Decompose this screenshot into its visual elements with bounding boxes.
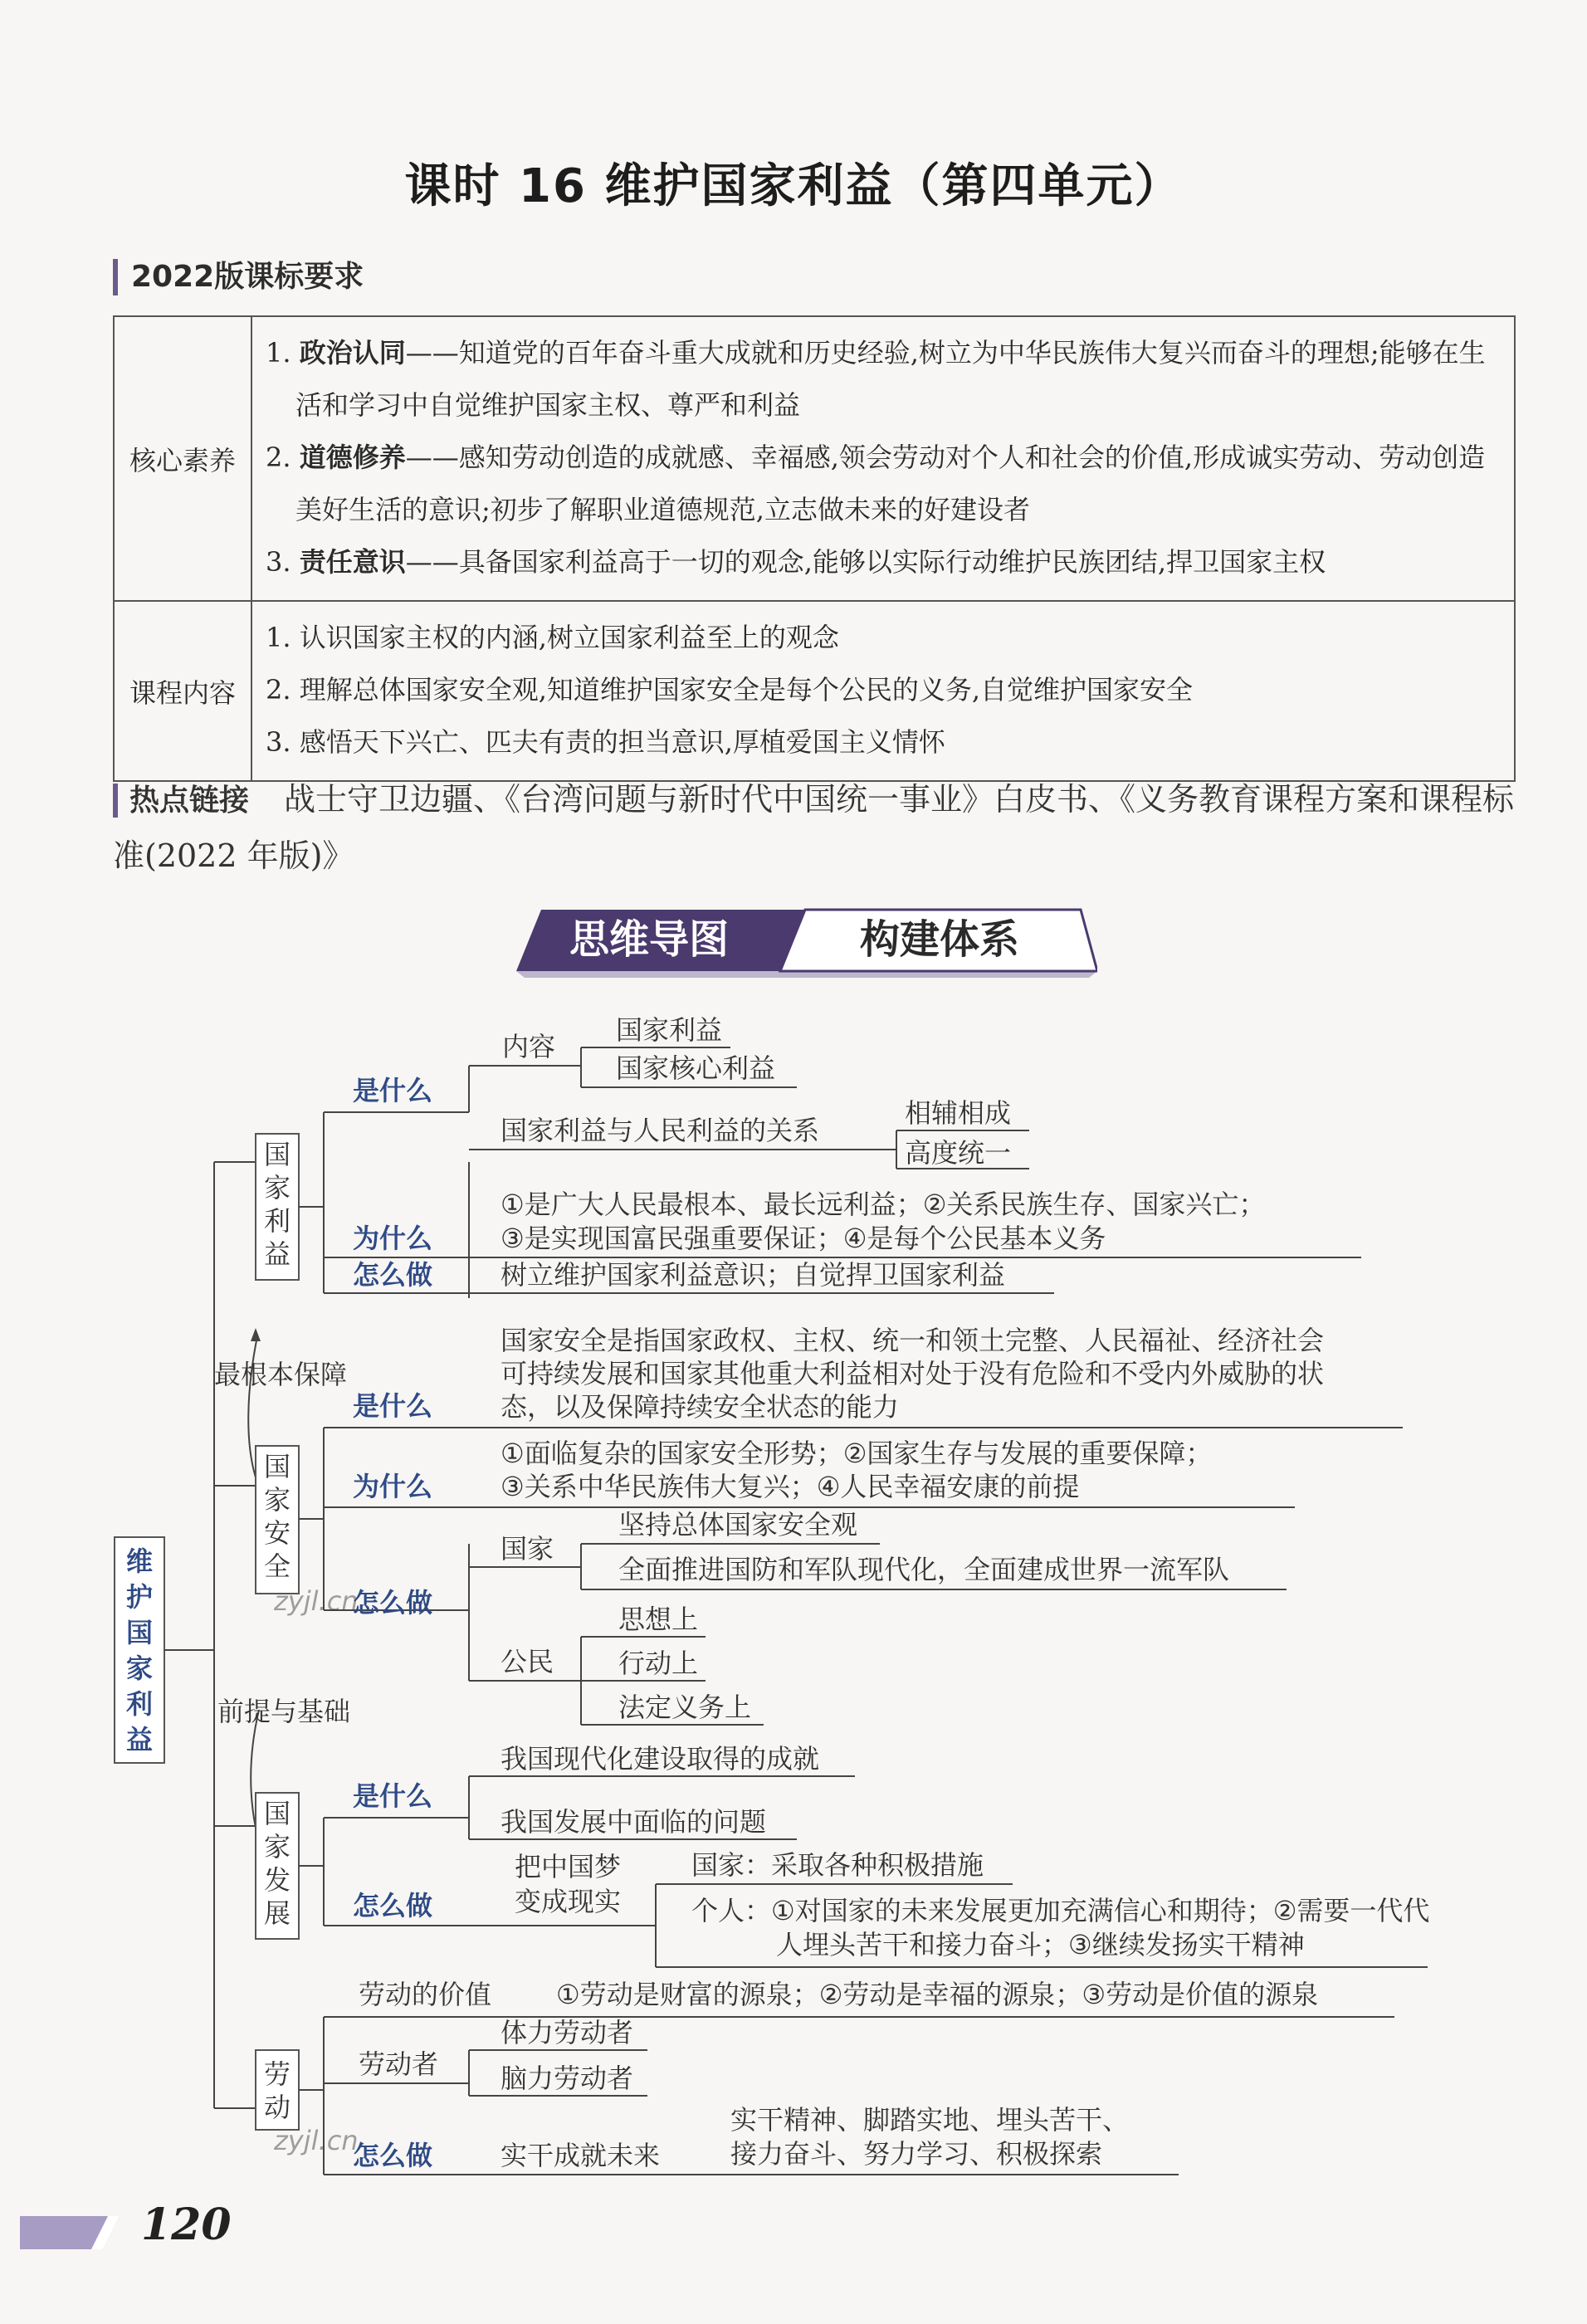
- b3-char-4: 展: [263, 1897, 291, 1929]
- b2-how-label: 怎么做: [353, 1587, 433, 1618]
- table-row: [114, 316, 1515, 601]
- page-title: 课时 16 维护国家利益（第四单元）: [404, 159, 1183, 213]
- list-item: 1. 政治认同——知道党的百年奋斗重大成就和历史经验,树立为中华民族伟大复兴而奋斗的理想;能够在生活和学习中自觉维护国家主权、尊严和利益: [266, 337, 1486, 421]
- b1-content-label: 内容: [502, 1031, 556, 1062]
- b1-content-item-2: 国家核心利益: [616, 1052, 776, 1084]
- b3-char-1: 国: [263, 1798, 291, 1829]
- b1-how-label: 怎么做: [353, 1259, 433, 1291]
- link-label-1: 最根本保障: [214, 1359, 348, 1390]
- b4-how-item-2a: 实干精神、脚踏实地、埋头苦干、: [730, 2104, 1130, 2136]
- b2-state-label: 国家: [501, 1533, 554, 1565]
- b4-char-2: 动: [263, 2092, 291, 2123]
- b2-state-item-1: 坚持总体国家安全观: [618, 1509, 858, 1540]
- b2-state-item-2: 全面推进国防和军队现代化，全面建成世界一流军队: [618, 1554, 1230, 1585]
- b3-char-3: 发: [263, 1864, 291, 1896]
- b1-content-item-1: 国家利益: [616, 1014, 723, 1046]
- b4-worker-item-1: 体力劳动者: [501, 2017, 634, 2048]
- b4-value-line: ①劳动是财富的源泉；②劳动是幸福的源泉；③劳动是价值的源泉: [556, 1979, 1319, 2010]
- b2-citizen-item-2: 行动上: [618, 1648, 699, 1679]
- b2-what-line-2: 可持续发展和国家其他重大利益相对处于没有危险和不受内外威胁的状: [501, 1358, 1325, 1389]
- b2-what-line-1: 国家安全是指国家政权、主权、统一和领土完整、人民福祉、经济社会: [501, 1325, 1325, 1356]
- b3-how-label: 怎么做: [353, 1890, 433, 1921]
- b2-char-4: 全: [263, 1550, 291, 1582]
- watermark-2: zyjl.cn: [274, 2125, 359, 2156]
- root-char-1: 维: [125, 1545, 154, 1577]
- b2-why-line-1: ①面临复杂的国家安全形势；②国家生存与发展的重要保障；: [501, 1438, 1213, 1469]
- b2-what-line-3: 态，以及保障持续安全状态的能力: [501, 1391, 900, 1423]
- b4-worker-label: 劳动者: [359, 2048, 439, 2080]
- b4-how-label: 怎么做: [353, 2140, 433, 2171]
- row-content-core: [251, 316, 1515, 601]
- b1-why-label: 为什么: [353, 1223, 433, 1254]
- b2-citizen-label: 公民: [501, 1646, 554, 1677]
- b1-why-line-1: ①是广大人民最根本、最长远利益；②关系民族生存、国家兴亡；: [501, 1189, 1266, 1220]
- b2-citizen-item-3: 法定义务上: [618, 1692, 752, 1723]
- b3-char-2: 家: [263, 1831, 291, 1863]
- page-number: 120: [141, 2200, 232, 2250]
- b1-char-4: 益: [263, 1238, 291, 1270]
- b1-how-line: 树立维护国家利益意识；自觉捍卫国家利益: [501, 1259, 1006, 1291]
- b1-char-3: 利: [263, 1205, 291, 1237]
- row-head-core: 核心素养: [114, 316, 251, 601]
- banner-left-text: 思维导图: [569, 916, 730, 963]
- list-item: 3. 感悟天下兴亡、匹夫有责的担当意识,厚植爱国主义情怀: [266, 726, 945, 758]
- b4-char-1: 劳: [263, 2058, 291, 2090]
- b1-char-1: 国: [263, 1139, 291, 1170]
- row-head-course: 课程内容: [114, 601, 251, 781]
- b4-how-item-1: 实干成就未来: [501, 2140, 661, 2171]
- b3-dream-line-1: 把中国梦: [515, 1851, 622, 1882]
- hotlink-label: 热点链接: [113, 784, 249, 818]
- mindmap: [0, 979, 1587, 2191]
- b2-char-3: 安: [263, 1517, 291, 1549]
- link-label-2: 前提与基础: [217, 1696, 351, 1727]
- b4-how-item-2b: 接力奋斗、努力学习、积极探索: [730, 2138, 1103, 2170]
- banner-right-text: 构建体系: [859, 916, 1020, 963]
- b1-char-2: 家: [263, 1172, 291, 1204]
- b3-what-item-1: 我国现代化建设取得的成就: [501, 1743, 820, 1775]
- root-char-2: 护: [125, 1581, 154, 1613]
- row-content-course: [251, 601, 1515, 781]
- standards-heading: 2022版课标要求: [113, 259, 364, 295]
- list-item: 3. 责任意识——具备国家利益高于一切的观念,能够以实际行动维护民族团结,捍卫国家主权: [266, 546, 1326, 578]
- root-connector: [164, 1162, 256, 2108]
- b2-citizen-item-1: 思想上: [618, 1604, 699, 1635]
- b1-relation-item-1: 相辅相成: [905, 1097, 1012, 1129]
- table-row: [114, 601, 1515, 781]
- root-char-6: 益: [125, 1724, 154, 1755]
- b3-how-item-1: 国家：采取各种积极措施: [691, 1849, 984, 1881]
- b2-why-line-2: ③关系中华民族伟大复兴；④人民幸福安康的前提: [501, 1471, 1080, 1502]
- root-char-4: 家: [125, 1653, 154, 1684]
- b3-what-item-2: 我国发展中面临的问题: [501, 1806, 767, 1838]
- list-item: 2. 理解总体国家安全观,知道维护国家安全是每个公民的义务,自觉维护国家安全: [266, 674, 1194, 706]
- b3-what-label: 是什么: [353, 1780, 433, 1812]
- page-number-decoration: [20, 2216, 120, 2249]
- b3-how-item-2b: 人埋头苦干和接力奋斗；③继续发扬实干精神: [776, 1929, 1305, 1960]
- b4-value-label: 劳动的价值: [359, 1979, 492, 2010]
- list-item: 1. 认识国家主权的内涵,树立国家利益至上的观念: [266, 622, 839, 653]
- list-item: 2. 道德修养——感知劳动创造的成就感、幸福感,领会劳动对个人和社会的价值,形成诚实劳动、劳动创造美好生活的意识;初步了解职业道德规范,立志做未来的好建设者: [266, 442, 1486, 525]
- b2-what-label: 是什么: [353, 1390, 433, 1422]
- b1-why-line-2: ③是实现国富民强重要保证；④是每个公民基本义务: [501, 1223, 1106, 1254]
- b1-relation-label: 国家利益与人民利益的关系: [501, 1115, 820, 1146]
- b2-why-label: 为什么: [353, 1471, 433, 1502]
- b3-how-item-2a: 个人：①对国家的未来发展更加充满信心和期待；②需要一代代: [691, 1895, 1430, 1926]
- standards-table: [113, 315, 1516, 782]
- hotlink-paragraph: [113, 772, 1516, 883]
- b2-char-1: 国: [263, 1451, 291, 1482]
- b1-what-label: 是什么: [353, 1075, 433, 1106]
- mindmap-banner: [516, 905, 1097, 978]
- watermark-1: zyjl.cn: [274, 1585, 359, 1617]
- b3-dream-line-2: 变成现实: [515, 1886, 622, 1917]
- hotlink-text: 战士守卫边疆、《台湾问题与新时代中国统一事业》白皮书、《义务教育课程方案和课程标准(2022 年版)》: [113, 781, 1515, 874]
- root-char-5: 利: [125, 1688, 154, 1720]
- b2-char-2: 家: [263, 1484, 291, 1516]
- root-char-3: 国: [125, 1617, 154, 1648]
- b4-worker-item-2: 脑力劳动者: [501, 2063, 634, 2094]
- link-arrow-head-up: [251, 1328, 261, 1341]
- b1-relation-item-2: 高度统一: [905, 1137, 1012, 1169]
